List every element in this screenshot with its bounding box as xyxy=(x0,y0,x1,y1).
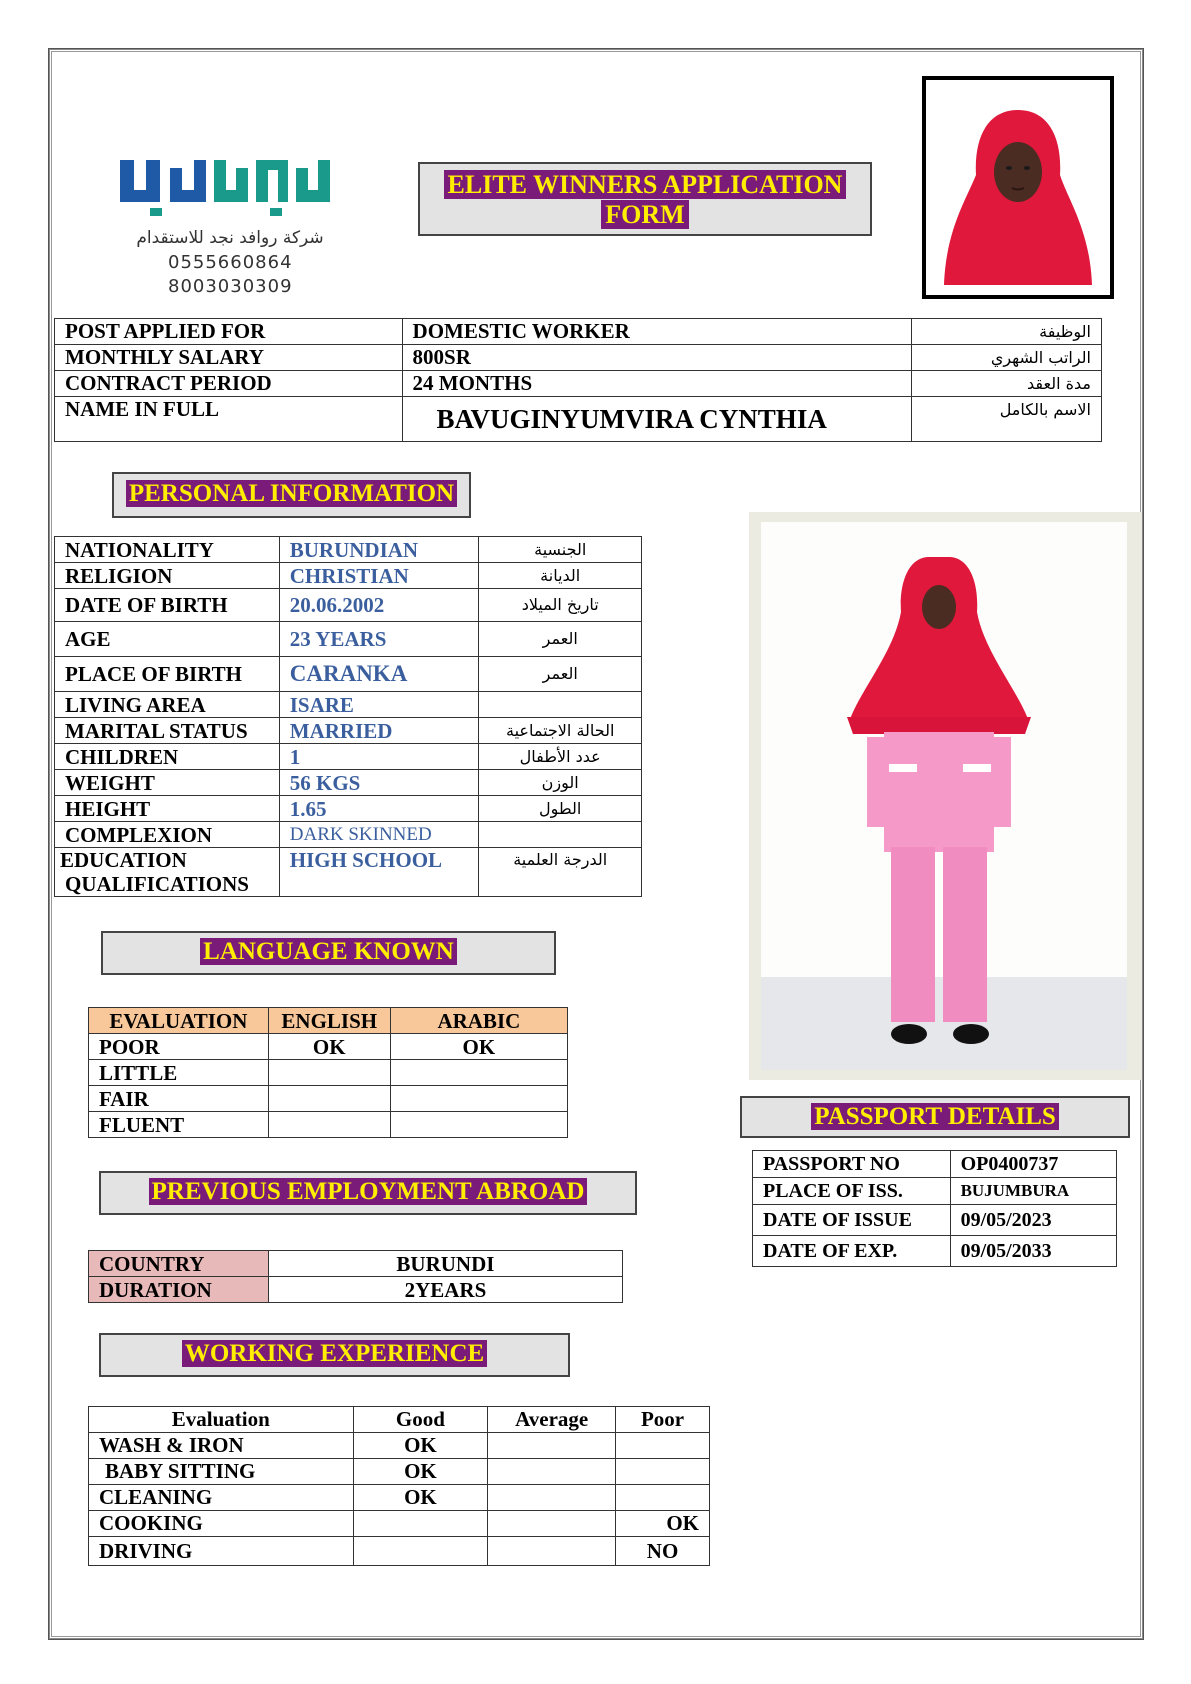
previous-employment-heading xyxy=(99,1171,637,1215)
table-row xyxy=(89,1112,568,1138)
dob-value: 20.06.2002 xyxy=(279,589,479,622)
table-row xyxy=(55,822,642,848)
previous-employment-heading-text: PREVIOUS EMPLOYMENT ABROAD xyxy=(149,1178,588,1205)
exp-skill: COOKING xyxy=(89,1511,354,1537)
exp-header-evaluation: Evaluation xyxy=(89,1407,354,1433)
height-value: 1.65 xyxy=(279,796,479,822)
working-experience-heading xyxy=(99,1333,570,1377)
lang-arabic xyxy=(390,1086,567,1112)
age-label: AGE xyxy=(55,622,280,657)
complexion-label-ar xyxy=(479,822,642,848)
table-row xyxy=(55,796,642,822)
lang-level: FLUENT xyxy=(89,1112,269,1138)
lang-header-evaluation: EVALUATION xyxy=(89,1008,269,1034)
weight-label: WEIGHT xyxy=(55,770,280,796)
complexion-label: COMPLEXION xyxy=(55,822,280,848)
lang-english xyxy=(268,1060,390,1086)
exp-average xyxy=(488,1511,616,1537)
children-value: 1 xyxy=(279,744,479,770)
marital-status-label-ar: الحالة الاجتماعية xyxy=(479,718,642,744)
table-row xyxy=(55,397,1102,442)
language-table xyxy=(88,1007,568,1138)
lang-english xyxy=(268,1086,390,1112)
exp-average xyxy=(488,1433,616,1459)
full-body-photo xyxy=(749,512,1142,1080)
language-heading-text: LANGUAGE KNOWN xyxy=(200,938,457,965)
working-experience-table xyxy=(88,1406,710,1566)
religion-label-ar: الديانة xyxy=(479,563,642,589)
living-area-label-ar xyxy=(479,692,642,718)
exp-header-poor: Poor xyxy=(616,1407,710,1433)
age-label-ar: العمر xyxy=(479,622,642,657)
table-header-row xyxy=(89,1407,710,1433)
lang-header-arabic: ARABIC xyxy=(390,1008,567,1034)
table-row xyxy=(55,345,1102,371)
exp-good xyxy=(353,1537,488,1566)
dob-label: DATE OF BIRTH xyxy=(55,589,280,622)
education-value: HIGH SCHOOL xyxy=(279,848,479,897)
education-label xyxy=(55,848,280,897)
logo-company-name: شركة روافد نجد للاستقدام xyxy=(136,228,324,248)
nationality-label-ar: الجنسية xyxy=(479,537,642,563)
name-label: NAME IN FULL xyxy=(55,397,403,442)
nationality-label: NATIONALITY xyxy=(55,537,280,563)
table-row xyxy=(55,848,642,897)
post-label: POST APPLIED FOR xyxy=(55,319,403,345)
table-row xyxy=(89,1537,710,1566)
exp-header-average: Average xyxy=(488,1407,616,1433)
table-row xyxy=(55,744,642,770)
table-row xyxy=(89,1277,623,1303)
post-label-ar: الوظيفة xyxy=(912,319,1102,345)
exp-poor xyxy=(616,1459,710,1485)
education-label-ar: الدرجة العلمية xyxy=(479,848,642,897)
marital-status-label: MARITAL STATUS xyxy=(55,718,280,744)
marital-status-value: MARRIED xyxy=(279,718,479,744)
previous-employment-table xyxy=(88,1250,623,1303)
lang-arabic xyxy=(390,1060,567,1086)
lang-english xyxy=(268,1112,390,1138)
table-row xyxy=(89,1086,568,1112)
exp-header-good: Good xyxy=(353,1407,488,1433)
weight-value: 56 KGS xyxy=(279,770,479,796)
passport-table xyxy=(752,1150,1117,1267)
complexion-value: DARK SKINNED xyxy=(279,822,479,848)
place-of-birth-label: PLACE OF BIRTH xyxy=(55,657,280,692)
living-area-value: ISARE xyxy=(279,692,479,718)
place-of-birth-label-ar: العمر xyxy=(479,657,642,692)
personal-info-table xyxy=(54,536,642,897)
place-of-issue-label: PLACE OF ISS. xyxy=(753,1178,951,1205)
exp-poor: NO xyxy=(616,1537,710,1566)
table-row xyxy=(753,1178,1117,1205)
table-row xyxy=(89,1060,568,1086)
company-logo xyxy=(110,150,360,300)
table-row xyxy=(89,1433,710,1459)
date-of-issue-label: DATE OF ISSUE xyxy=(753,1205,951,1236)
religion-label: RELIGION xyxy=(55,563,280,589)
country-label: COUNTRY xyxy=(89,1251,269,1277)
form-title-line2: FORM xyxy=(601,200,688,229)
exp-poor xyxy=(616,1433,710,1459)
dob-label-ar: تاريخ الميلاد xyxy=(479,589,642,622)
lang-level: FAIR xyxy=(89,1086,269,1112)
table-row xyxy=(55,692,642,718)
post-value: DOMESTIC WORKER xyxy=(402,319,912,345)
portrait-image xyxy=(926,80,1110,295)
weight-label-ar: الوزن xyxy=(479,770,642,796)
children-label: CHILDREN xyxy=(55,744,280,770)
date-of-expiry-label: DATE OF EXP. xyxy=(753,1236,951,1267)
language-heading xyxy=(101,931,556,975)
form-title-line1: ELITE WINNERS APPLICATION xyxy=(444,170,847,199)
exp-good: OK xyxy=(353,1433,488,1459)
education-label-line2: QUALIFICATIONS xyxy=(65,872,249,896)
name-value: BAVUGINYUMVIRA CYNTHIA xyxy=(402,397,912,442)
full-body-image xyxy=(749,512,1142,1080)
education-label-line1: EDUCATION xyxy=(60,848,187,872)
lang-level: LITTLE xyxy=(89,1060,269,1086)
form-title xyxy=(418,162,872,236)
lang-level: POOR xyxy=(89,1034,269,1060)
job-info-table xyxy=(54,318,1102,442)
table-row xyxy=(89,1485,710,1511)
contract-label-ar: مدة العقد xyxy=(912,371,1102,397)
salary-value: 800SR xyxy=(402,345,912,371)
date-of-issue-value: 09/05/2023 xyxy=(950,1205,1116,1236)
contract-value: 24 MONTHS xyxy=(402,371,912,397)
duration-label: DURATION xyxy=(89,1277,269,1303)
exp-good: OK xyxy=(353,1459,488,1485)
table-row xyxy=(89,1511,710,1537)
table-row xyxy=(753,1205,1117,1236)
exp-good: OK xyxy=(353,1485,488,1511)
contract-label: CONTRACT PERIOD xyxy=(55,371,403,397)
table-row xyxy=(55,563,642,589)
height-label-ar: الطول xyxy=(479,796,642,822)
exp-average xyxy=(488,1537,616,1566)
working-experience-heading-text: WORKING EXPERIENCE xyxy=(182,1340,487,1367)
logo-mark-icon xyxy=(110,150,350,225)
salary-label-ar: الراتب الشهري xyxy=(912,345,1102,371)
table-row xyxy=(753,1151,1117,1178)
height-label: HEIGHT xyxy=(55,796,280,822)
table-row xyxy=(753,1236,1117,1267)
place-of-birth-value: CARANKA xyxy=(279,657,479,692)
place-of-issue-value: BUJUMBURA xyxy=(950,1178,1116,1205)
exp-skill: CLEANING xyxy=(89,1485,354,1511)
exp-skill: WASH & IRON xyxy=(89,1433,354,1459)
country-value: BURUNDI xyxy=(268,1251,622,1277)
children-label-ar: عدد الأطفال xyxy=(479,744,642,770)
logo-phone-2: 8003030309 xyxy=(168,276,293,297)
passport-no-value: OP0400737 xyxy=(950,1151,1116,1178)
exp-poor xyxy=(616,1485,710,1511)
logo-phone-1: 0555660864 xyxy=(168,252,293,273)
lang-header-english: ENGLISH xyxy=(268,1008,390,1034)
lang-arabic xyxy=(390,1112,567,1138)
personal-info-heading xyxy=(112,472,471,518)
table-row xyxy=(55,622,642,657)
table-row xyxy=(55,657,642,692)
portrait-photo xyxy=(922,76,1114,299)
nationality-value: BURUNDIAN xyxy=(279,537,479,563)
table-row xyxy=(55,718,642,744)
table-row xyxy=(55,770,642,796)
table-row xyxy=(89,1251,623,1277)
table-row xyxy=(89,1459,710,1485)
name-label-ar: الاسم بالكامل xyxy=(912,397,1102,442)
exp-skill: DRIVING xyxy=(89,1537,354,1566)
table-row xyxy=(55,537,642,563)
exp-poor: OK xyxy=(616,1511,710,1537)
date-of-expiry-value: 09/05/2033 xyxy=(950,1236,1116,1267)
table-header-row xyxy=(89,1008,568,1034)
passport-heading-text: PASSPORT DETAILS xyxy=(811,1103,1059,1130)
living-area-label: LIVING AREA xyxy=(55,692,280,718)
exp-average xyxy=(488,1485,616,1511)
salary-label: MONTHLY SALARY xyxy=(55,345,403,371)
table-row xyxy=(55,589,642,622)
personal-info-heading-text: PERSONAL INFORMATION xyxy=(126,480,457,507)
passport-heading xyxy=(740,1096,1130,1138)
lang-arabic: OK xyxy=(390,1034,567,1060)
exp-skill: BABY SITTING xyxy=(89,1459,354,1485)
lang-english: OK xyxy=(268,1034,390,1060)
table-row xyxy=(55,371,1102,397)
table-row xyxy=(55,319,1102,345)
exp-good xyxy=(353,1511,488,1537)
age-value: 23 YEARS xyxy=(279,622,479,657)
religion-value: CHRISTIAN xyxy=(279,563,479,589)
table-row xyxy=(89,1034,568,1060)
passport-no-label: PASSPORT NO xyxy=(753,1151,951,1178)
duration-value: 2YEARS xyxy=(268,1277,622,1303)
exp-average xyxy=(488,1459,616,1485)
